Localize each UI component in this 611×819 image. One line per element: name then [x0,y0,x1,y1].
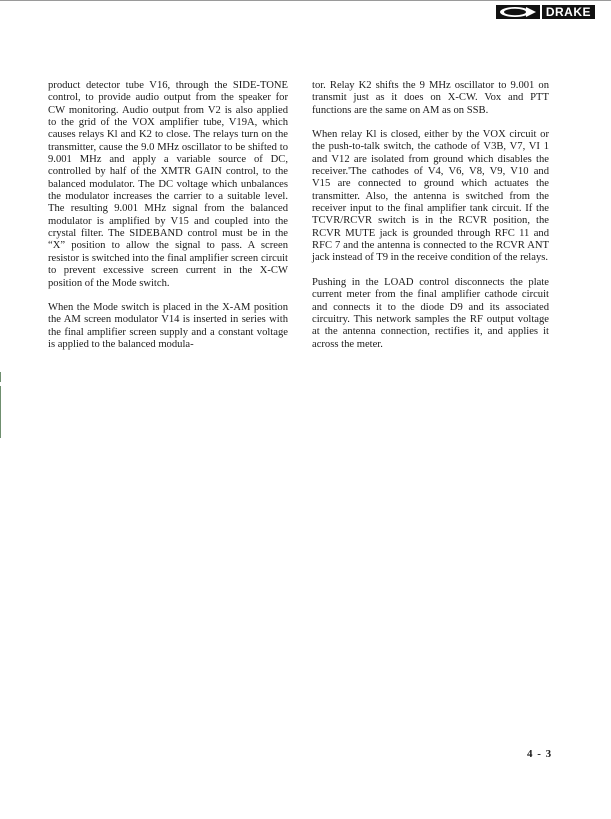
right-column [312,80,549,363]
margin-mark [0,372,1,382]
brand-name: DRAKE [542,5,595,19]
paragraph: tor. Relay K2 shifts the 9 MHz oscillator to 9.001 on transmit just as it does on X-CW. Vox and PTT functions are the same on AM as on SSB. [312,80,549,116]
drake-emblem-icon [496,5,540,19]
page-number: 4 - 3 [527,748,553,760]
paragraph: When relay Kl is closed, either by the VOX circuit or the push-to-talk switch, the cathode of V3B, V7, VI 1 and V12 are isolated from ground which disables the receiver.'The cathodes of V4, V6, V8, V9, V10 and V15 are connected to ground which actuates the transmitter. Also, the antenna is switched from the receiver input to the final amplifier tank circuit. If the TCVR/RCVR switch is in the RCVR position, the RCVR MUTE jack is grounded through RFC 11 and RFC 7 and the antenna is connected to the RCVR ANT jack instead of T9 in the receive condition of the relays. [312,129,549,264]
paragraph: When the Mode switch is placed in the X-AM position the AM screen modulator V14 is inserted in series with the final amplifier screen supply and a constant voltage is applied to the balanced modula- [48,301,288,350]
paragraph: Pushing in the LOAD control disconnects the plate current meter from the final amplifier cathode circuit and connects it to the diode D9 and its associated circuitry. This network samples the RF output voltage at the antenna connection, rectifies it, and applies it across the meter. [312,276,549,350]
paragraph: product detector tube V16, through the SIDE-TONE control, to provide audio output from the speaker for CW monitoring. Audio output from V2 is also applied to the grid of the VOX amplifier tube, V19A, which causes relays Kl and K2 to close. The relays turn on the transmitter, cause the 9.0 MHz oscillator to be shifted to 9.001 MHz and apply a variable source of DC, controlled by half of the XMTR GAIN control, to the balanced modulator. The DC voltage which unbalances the modulator increases the carrier to a suitable level. The resulting 9.001 MHz signal from the balanced modulator is amplified by V15 and coupled into the crystal filter. The SIDEBAND control must be in the “X” position to allow the signal to pass. A screen resistor is switched into the final amplifier screen circuit to prevent excessive screen current in the X-CW position of the Mode switch. [48,80,288,289]
brand-logo [496,5,595,19]
margin-mark [0,386,1,438]
header-rule [0,0,611,1]
left-column [48,80,288,363]
